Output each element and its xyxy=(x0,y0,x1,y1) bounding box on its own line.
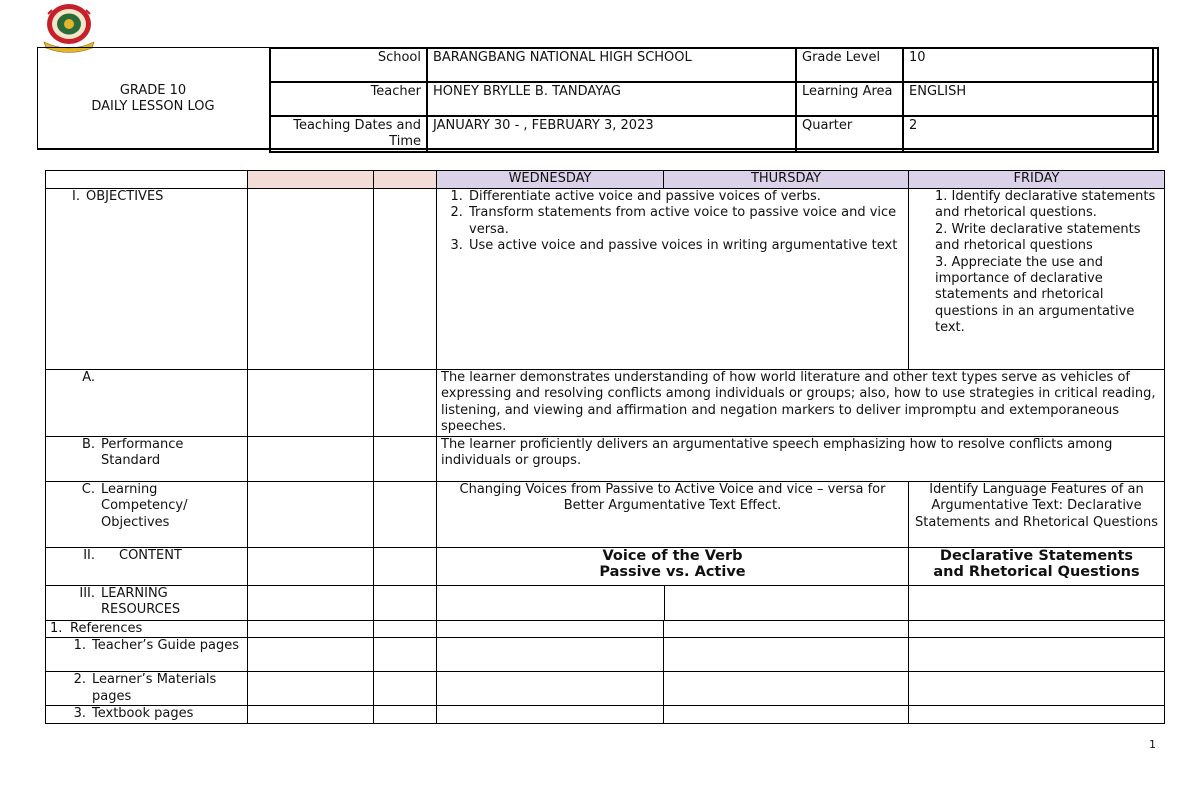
empty-cell xyxy=(437,672,664,706)
header-info-table xyxy=(269,47,1159,153)
wednesday-thursday-objectives xyxy=(437,189,909,370)
content-row xyxy=(46,548,1165,586)
content-friday xyxy=(909,548,1165,586)
school-value: BARANGBANG NATIONAL HIGH SCHOOL xyxy=(427,48,796,82)
content-topic-line: Declarative Statements xyxy=(939,548,1134,564)
learning-resources-row xyxy=(46,586,1165,621)
empty-cell xyxy=(248,189,374,370)
school-label: School xyxy=(270,48,427,82)
teachers-guide-num: 1. xyxy=(73,638,86,654)
objective-item: 3. Use active voice and passive voices in writing argumentative text xyxy=(467,238,904,254)
objectives-num: I. xyxy=(72,189,80,204)
empty-cell xyxy=(374,548,437,586)
textbook-num: 3. xyxy=(73,706,86,722)
page-number: 1 xyxy=(1149,738,1156,751)
content-topic-line: Passive vs. Active xyxy=(599,564,746,581)
performance-standard-row xyxy=(46,437,1165,482)
empty-cell xyxy=(374,586,437,621)
day-header-friday: FRIDAY xyxy=(909,171,1165,189)
empty-cell xyxy=(664,621,909,638)
content-standard-row xyxy=(46,370,1165,437)
empty-cell xyxy=(437,638,664,672)
empty-cell xyxy=(909,586,1165,621)
empty-cell xyxy=(248,638,374,672)
objectives-label-cell xyxy=(46,189,248,370)
empty-cell xyxy=(374,672,437,706)
teachers-guide-row xyxy=(46,638,1165,672)
content-standard-text: The learner demonstrates understanding of how world literature and other text types serve as vehicles of expressing and resolving conflicts among individuals or groups; also, how to use strategies in critical reading, listening, and viewing and affirmation and negation markers to deliver impromptu and extemporaneous speeches. xyxy=(437,370,1165,437)
references-num: 1. xyxy=(50,621,63,636)
empty-cell xyxy=(909,621,1165,638)
grade-level-value: 10 xyxy=(903,48,1158,82)
objective-item: 2. Transform statements from active voice to passive voice and vice versa. xyxy=(467,205,904,238)
references-label: References xyxy=(70,621,143,636)
content-label: CONTENT xyxy=(119,548,182,563)
monday-header-cell xyxy=(248,171,374,189)
header-row-school xyxy=(270,48,1158,82)
empty-cell xyxy=(248,586,374,621)
competency-friday: Identify Language Features of an Argumentative Text: Declarative Statements and Rhetorical Questions xyxy=(909,482,1165,548)
content-label-cell xyxy=(46,548,248,586)
learners-materials-row xyxy=(46,672,1165,706)
empty-cell xyxy=(437,586,909,621)
empty-cell xyxy=(248,706,374,723)
lesson-log-table xyxy=(45,170,1165,724)
empty-cell xyxy=(909,706,1165,723)
objectives-label: OBJECTIVES xyxy=(86,189,164,204)
empty-cell xyxy=(437,621,664,638)
grade-level-label: Grade Level xyxy=(796,48,903,82)
empty-cell xyxy=(248,437,374,482)
performance-standard-num: B. xyxy=(81,437,95,452)
learning-area-label: Learning Area xyxy=(796,82,903,116)
objective-item: 3. Appreciate the use and importance of declarative statements and rhetorical questions in an argumentative text. xyxy=(935,254,1135,336)
learning-area-value: ENGLISH xyxy=(903,82,1158,116)
empty-cell xyxy=(909,638,1165,672)
content-standard-label-cell xyxy=(46,370,248,437)
teaching-dates-value: JANUARY 30 - , FEBRUARY 3, 2023 xyxy=(427,116,796,152)
competency-label: Learning Competency/ Objectives xyxy=(101,482,188,530)
grade-title: GRADE 10 xyxy=(119,82,187,98)
empty-cell xyxy=(374,370,437,437)
textbook-row xyxy=(46,706,1165,723)
learning-resources-num: III. xyxy=(79,586,95,601)
objective-item: 2. Write declarative statements and rhetorical questions xyxy=(935,221,1141,254)
header-row-teacher xyxy=(270,82,1158,116)
friday-objectives xyxy=(909,189,1165,370)
teaching-dates-label: Teaching Dates and Time xyxy=(270,116,427,152)
content-standard-num: A. xyxy=(82,370,95,385)
blank-header-cell xyxy=(46,171,248,189)
content-wed-thu xyxy=(437,548,909,586)
content-num: II. xyxy=(83,548,95,563)
header-title-block xyxy=(38,48,268,149)
teachers-guide-label-cell xyxy=(46,638,248,672)
learners-materials-label: Learner’s Materials pages xyxy=(92,672,217,704)
empty-cell xyxy=(374,437,437,482)
daily-lesson-log-title: DAILY LESSON LOG xyxy=(91,98,215,114)
objective-item: 1. Differentiate active voice and passive voices of verbs. xyxy=(467,189,904,205)
day-header-thursday: THURSDAY xyxy=(664,171,909,189)
references-label-cell xyxy=(46,621,248,638)
empty-cell xyxy=(664,672,909,706)
empty-cell xyxy=(374,482,437,548)
empty-cell xyxy=(664,638,909,672)
quarter-value: 2 xyxy=(903,116,1158,152)
header-row-dates xyxy=(270,116,1158,152)
day-header-wednesday: WEDNESDAY xyxy=(437,171,664,189)
learners-materials-num: 2. xyxy=(73,672,86,688)
references-row xyxy=(46,621,1165,638)
objectives-row xyxy=(46,189,1165,370)
empty-cell xyxy=(248,621,374,638)
content-topic-line: and Rhetorical Questions xyxy=(933,564,1140,581)
learning-resources-label: LEARNING RESOURCES xyxy=(101,586,181,618)
tuesday-header-cell xyxy=(374,171,437,189)
competency-label-cell xyxy=(46,482,248,548)
empty-cell xyxy=(437,706,664,723)
learning-resources-label-cell xyxy=(46,586,248,621)
competency-wed-thu: Changing Voices from Passive to Active Voice and vice – versa for Better Argumentative Text Effect. xyxy=(437,482,909,548)
empty-cell xyxy=(374,621,437,638)
empty-cell xyxy=(248,482,374,548)
learners-materials-label-cell xyxy=(46,672,248,706)
empty-cell xyxy=(374,706,437,723)
performance-standard-label: Performance Standard xyxy=(101,437,184,469)
empty-cell xyxy=(664,706,909,723)
objective-item: 1. Identify declarative statements and rhetorical questions. xyxy=(935,189,1156,221)
teacher-label: Teacher xyxy=(270,82,427,116)
competency-row xyxy=(46,482,1165,548)
day-header-row xyxy=(46,171,1165,189)
performance-standard-text: The learner proficiently delivers an argumentative speech emphasizing how to resolve conflicts among individuals or groups. xyxy=(437,437,1165,482)
textbook-label-cell xyxy=(46,706,248,723)
content-topic-line: Voice of the Verb xyxy=(602,548,743,564)
empty-cell xyxy=(248,548,374,586)
teachers-guide-label: Teacher’s Guide pages xyxy=(92,638,240,654)
empty-cell xyxy=(909,672,1165,706)
quarter-label: Quarter xyxy=(796,116,903,152)
empty-cell xyxy=(248,370,374,437)
performance-standard-label-cell xyxy=(46,437,248,482)
empty-cell xyxy=(374,189,437,370)
teacher-value: HONEY BRYLLE B. TANDAYAG xyxy=(427,82,796,116)
empty-cell xyxy=(248,672,374,706)
textbook-label: Textbook pages xyxy=(92,706,194,722)
empty-cell xyxy=(374,638,437,672)
competency-num: C. xyxy=(81,482,95,497)
